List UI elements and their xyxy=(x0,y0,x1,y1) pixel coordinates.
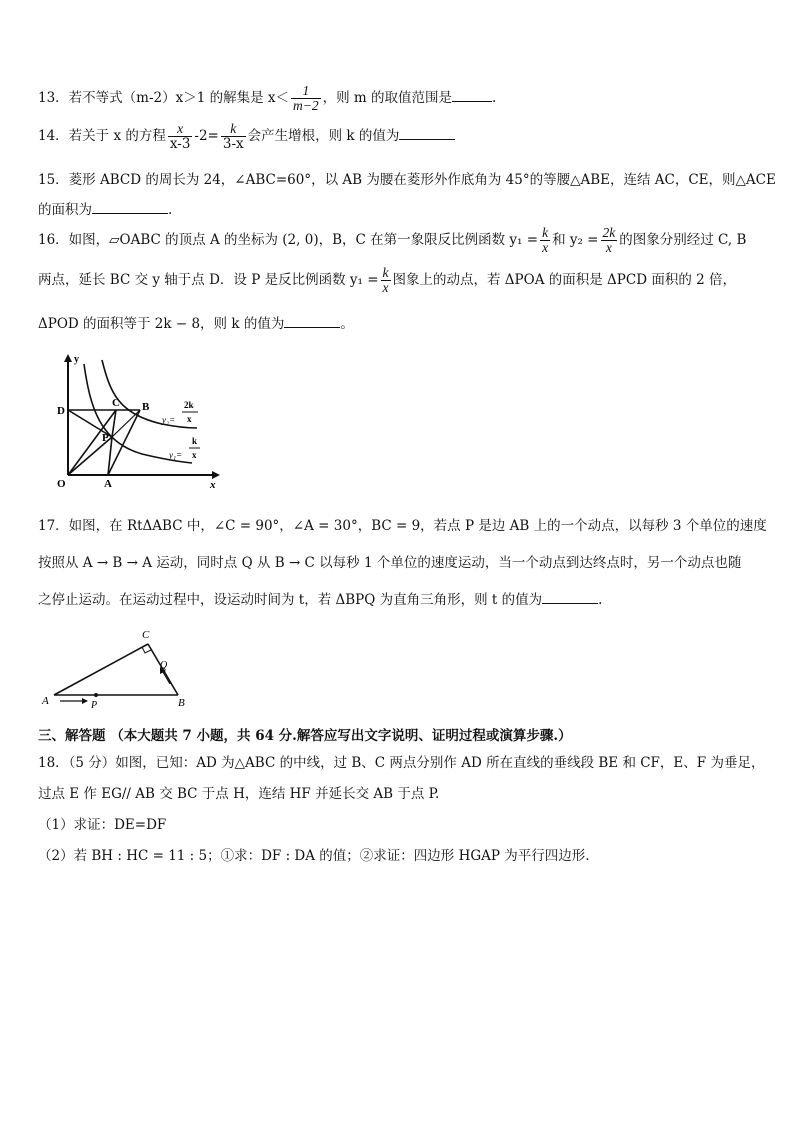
question-17-line-1 xyxy=(38,514,767,534)
q16-fraction-2 xyxy=(601,226,618,255)
q13-text-a: 13．若不等式（m-2）x＞1 的解集是 x＜ xyxy=(38,90,290,107)
label-B: B xyxy=(142,401,150,413)
label-y1-den: x xyxy=(192,450,197,460)
q17-answer-blank xyxy=(542,590,598,605)
q14-answer-blank xyxy=(399,126,455,141)
label-C: C xyxy=(142,629,150,641)
question-16-line-1 xyxy=(38,226,746,255)
question-18-part-1 xyxy=(38,813,166,833)
label-y2-den: x xyxy=(187,414,192,424)
q17-line3-end: . xyxy=(598,592,603,608)
q13-text-c: . xyxy=(492,90,497,107)
q16-f2-den: x xyxy=(605,240,612,256)
question-16-line-3 xyxy=(38,312,354,332)
q18-part1-text: （1）求证：DE=DF xyxy=(38,817,167,833)
q18-line2-text: 过点 E 作 EG// AB 交 BC 于点 H，连结 HF 并延长交 AB 于点 P. xyxy=(38,786,440,802)
question-18-part-2 xyxy=(38,844,590,864)
q16-f3-den: x xyxy=(382,280,389,296)
label-y1: y₁= xyxy=(169,450,183,460)
q16-line3-end: 。 xyxy=(340,316,354,332)
label-P: P xyxy=(91,700,98,709)
q14-text-b: 会产生增根，则 k 的值为 xyxy=(247,128,400,145)
section-3-title-text: 三、解答题 （本大题共 7 小题，共 64 分.解答应写出文字说明、证明过程或演算步骤.） xyxy=(38,728,572,744)
q16-f3-num: k xyxy=(382,265,389,280)
question-18-line-1 xyxy=(38,751,764,771)
x-axis-arrow xyxy=(212,471,220,479)
label-y2: y₂= xyxy=(162,415,176,425)
q15-line2-text: 的面积为 xyxy=(38,202,92,218)
label-y1-num: k xyxy=(192,436,198,446)
q13-answer-blank xyxy=(452,88,492,103)
q14-frac2-den: 3-x xyxy=(222,136,244,153)
q14-text-a: 14．若关于 x 的方程 xyxy=(38,128,166,145)
q17-line3-text: 之停止运动。在运动过程中，设运动时间为 t，若 ΔBPQ 为直角三角形，则 t 的值为 xyxy=(38,592,543,608)
q16-line1-text-c: 的图象分别经过 C, B xyxy=(619,232,747,249)
q14-frac2-num: k xyxy=(221,122,246,137)
question-17-line-3 xyxy=(38,588,602,608)
q14-fraction-2 xyxy=(221,122,246,151)
q16-f1-num: k xyxy=(542,225,549,240)
q13-frac-den: m−2 xyxy=(293,98,319,114)
label-A: A xyxy=(104,478,112,490)
y-axis-arrow xyxy=(64,354,72,362)
q16-f1-den: x xyxy=(542,240,549,256)
label-x-axis: x xyxy=(210,479,216,491)
q18-part2-text: （2）若 BH : HC = 11 : 5；①求：DF : DA 的值；②求证：四边形 HGAP 为平行四边形. xyxy=(38,848,590,864)
q15-answer-blank xyxy=(92,200,168,215)
question-17-line-2 xyxy=(38,551,741,571)
question-16-line-2 xyxy=(38,266,736,295)
q13-frac-num: 1 xyxy=(291,84,321,99)
q16-line3-text: ΔPOD 的面积等于 2k − 8，则 k 的值为 xyxy=(38,316,285,332)
section-3-title xyxy=(38,724,572,744)
triangle-AC xyxy=(54,644,148,695)
q16-figure xyxy=(52,352,227,492)
q17-figure xyxy=(38,624,198,709)
q15-line1-text: 15．菱形 ABCD 的周长为 24，∠ABC=60°，以 AB 为腰在菱形外作底角为 45°的等腰△ABE，连结 AC，CE，则△ACE xyxy=(38,172,776,188)
question-15-line-1 xyxy=(38,168,776,188)
q18-line1-text: 18．（5 分）如图，已知：AD 为△ABC 的中线，过 B、C 两点分别作 AD 所在直线的垂线段 BE 和 CF，E、F 为垂足， xyxy=(38,755,765,771)
q13-fraction xyxy=(291,84,321,113)
question-14 xyxy=(38,122,455,151)
label-Q: Q xyxy=(160,660,168,671)
q15-line2-end: . xyxy=(168,202,173,218)
q16-line2-text-b: 图象上的动点，若 ΔPOA 的面积是 ΔPCD 面积的 2 倍， xyxy=(392,272,736,289)
curve-y2 xyxy=(102,360,197,428)
q16-line2-text-a: 两点，延长 BC 交 y 轴于点 D．设 P 是反比例函数 y₁ = xyxy=(38,272,379,289)
label-y-axis: y xyxy=(74,354,79,365)
q16-f2-num: 2k xyxy=(602,225,616,240)
label-A: A xyxy=(42,695,49,707)
arrow-P-head xyxy=(82,698,88,704)
q16-answer-blank xyxy=(284,314,340,329)
arrow-Q-line xyxy=(163,672,170,684)
label-P: P xyxy=(102,432,109,444)
q14-frac1-den: x-3 xyxy=(169,136,191,153)
q17-line1-text: 17．如图，在 RtΔABC 中，∠C = 90°，∠A = 30°，BC = 9，若点 P 是边 AB 上的一个动点，以每秒 3 个单位的速度 xyxy=(38,518,767,534)
label-D: D xyxy=(57,405,65,417)
label-O: O xyxy=(57,478,66,490)
q16-line1-text-b: 和 y₂ = xyxy=(552,232,599,249)
q14-frac1-num: x xyxy=(168,122,193,137)
q16-line1-text-a: 16．如图，▱OABC 的顶点 A 的坐标为 (2, 0)，B，C 在第一象限反比例函数 y₁ = xyxy=(38,232,539,249)
question-13 xyxy=(38,84,496,113)
q17-line2-text: 按照从 A → B → A 运动，同时点 Q 从 B → C 以每秒 1 个单位的速度运动，当一个动点到达终点时，另一个动点也随 xyxy=(38,555,742,571)
point-P xyxy=(94,693,98,697)
q14-mid: -2= xyxy=(194,128,219,145)
question-15-line-2 xyxy=(38,198,172,218)
question-18-line-2 xyxy=(38,782,439,802)
label-C: C xyxy=(112,397,120,409)
q14-fraction-1 xyxy=(168,122,193,151)
label-B: B xyxy=(178,697,185,709)
q13-text-b: ，则 m 的取值范围是 xyxy=(322,90,453,107)
label-y2-num: 2k xyxy=(184,400,194,410)
segment-AB xyxy=(108,410,140,475)
q16-fraction-3 xyxy=(381,266,391,295)
q16-fraction-1 xyxy=(540,226,550,255)
